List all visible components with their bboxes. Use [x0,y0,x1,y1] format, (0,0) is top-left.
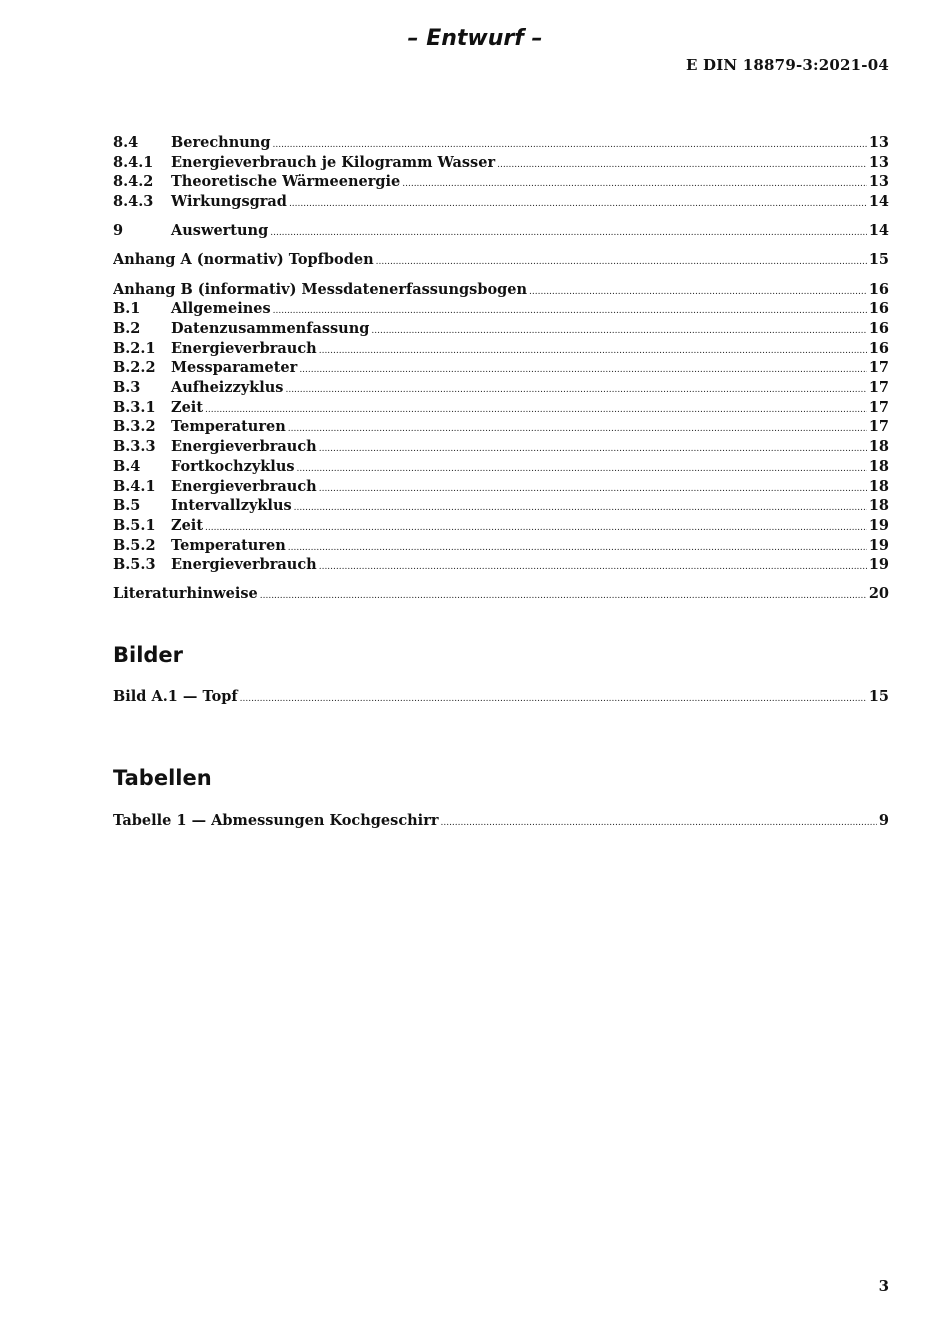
toc-entry[interactable] [113,811,889,831]
toc-entry-page: 18 [868,438,889,456]
toc-entry-page: 17 [868,359,889,377]
toc-entry-title: Zeit [171,398,204,416]
toc-entry-number: B.5.1 [113,516,156,534]
toc-entry-title: Energieverbrauch je Kilogramm Wasser [171,153,496,171]
toc-entry-page: 17 [868,379,889,397]
toc-entry-page: 18 [868,457,889,475]
dot-leader [319,440,867,457]
toc-entry[interactable] [113,516,889,536]
toc-entry[interactable] [113,437,889,457]
tables-heading: Tabellen [113,766,212,790]
tables-list [113,811,889,831]
toc-entry-title: Temperaturen [171,536,286,554]
toc-entry-title: Anhang B (informativ) Messdatenerfassungsbogen [113,280,528,298]
toc-entry-number: 8.4 [113,134,139,151]
toc-entry[interactable] [113,417,889,437]
dot-leader [272,136,866,153]
dot-leader [402,175,867,192]
toc-entry-title: Datenzusammenfassung [171,320,370,337]
toc-entry-title: Zeit [171,516,204,534]
toc-entry-page: 16 [868,300,889,318]
draft-label: – Entwurf – [407,26,543,51]
toc-entry-title: Aufheizzyklus [171,379,284,397]
dot-leader [319,480,867,497]
toc-entry-number: B.2.1 [113,339,156,357]
toc-entry-title: Fortkochzyklus [171,457,295,475]
toc-entry-page: 17 [868,398,889,416]
toc-entry[interactable] [113,133,889,153]
toc-entry-title: Anhang A (normativ) Topfboden [113,251,374,269]
dot-leader [205,401,867,418]
toc-group [113,280,889,575]
table-of-contents [113,133,889,604]
toc-group [113,221,889,241]
page-number: 3 [878,1277,889,1295]
dot-leader [529,283,867,300]
document-id: E DIN 18879-3:2021-04 [685,56,889,74]
toc-entry-page: 19 [868,556,889,574]
toc-entry[interactable] [113,555,889,575]
dot-leader [285,381,866,398]
dot-leader [289,195,867,212]
figures-list [113,687,889,707]
dot-leader [319,342,867,359]
toc-entry[interactable] [113,358,889,378]
toc-entry-number: B.5.2 [113,536,156,554]
toc-entry-page: 14 [868,193,889,211]
toc-entry-number: B.2 [113,320,141,337]
toc-entry-number: 9 [113,222,124,240]
figures-heading: Bilder [113,643,184,667]
dot-leader [440,814,876,831]
toc-entry[interactable] [113,172,889,192]
toc-entry-title: Intervallzyklus [171,497,292,515]
toc-entry-page: 13 [868,153,889,171]
toc-entry-page: 16 [868,339,889,357]
toc-group [113,250,889,270]
toc-entry[interactable] [113,319,889,339]
dot-leader [371,322,866,339]
dot-leader [205,519,867,536]
dot-leader [376,253,867,270]
toc-entry[interactable] [113,477,889,497]
toc-entry-page: 15 [868,688,889,705]
toc-entry[interactable] [113,457,889,477]
toc-entry[interactable] [113,339,889,359]
toc-entry-number: 8.4.3 [113,193,154,211]
toc-entry[interactable] [113,221,889,241]
dot-leader [319,558,867,575]
toc-entry-page: 16 [868,320,889,337]
toc-entry-title: Allgemeines [171,300,271,318]
toc-group [113,133,889,212]
dot-leader [288,420,867,437]
dot-leader [270,224,867,241]
toc-entry-page: 14 [868,222,889,240]
toc-group [113,584,889,604]
dot-leader [240,690,867,707]
toc-entry-number: B.5.3 [113,556,156,574]
toc-entry-title: Tabelle 1 — Abmessungen Kochgeschirr [113,812,439,829]
dot-leader [260,587,867,604]
toc-entry-title: Auswertung [171,222,269,240]
toc-entry-page: 13 [868,173,889,191]
toc-entry[interactable] [113,280,889,300]
toc-entry[interactable] [113,250,889,270]
toc-entry-page: 19 [868,536,889,554]
dot-leader [497,156,867,173]
toc-entry[interactable] [113,536,889,556]
toc-entry[interactable] [113,584,889,604]
toc-entry[interactable] [113,299,889,319]
toc-entry-page: 18 [868,477,889,495]
dot-leader [294,499,867,516]
toc-entry-number: B.2.2 [113,359,156,377]
toc-entry-title: Literaturhinweise [113,585,258,603]
dot-leader [299,361,867,378]
toc-entry-title: Energieverbrauch [171,556,317,574]
toc-entry[interactable] [113,153,889,173]
toc-entry-number: B.5 [113,497,141,515]
dot-leader [297,460,867,477]
toc-entry[interactable] [113,378,889,398]
toc-entry-title: Energieverbrauch [171,477,317,495]
toc-entry-title: Energieverbrauch [171,438,317,456]
toc-entry-page: 15 [868,251,889,269]
toc-entry[interactable] [113,398,889,418]
toc-entry-number: B.1 [113,300,141,318]
toc-entry-page: 18 [868,497,889,515]
toc-entry-page: 19 [868,516,889,534]
toc-entry-number: 8.4.1 [113,153,154,171]
toc-entry-number: 8.4.2 [113,173,154,191]
toc-entry-page: 16 [868,280,889,298]
toc-entry-page: 17 [868,418,889,436]
toc-entry-title: Temperaturen [171,418,286,436]
toc-entry-title: Bild A.1 — Topf [113,688,238,705]
toc-entry-title: Energieverbrauch [171,339,317,357]
toc-entry[interactable] [113,496,889,516]
toc-entry[interactable] [113,687,889,707]
toc-entry-page: 20 [868,585,889,603]
toc-entry-title: Berechnung [171,134,271,151]
toc-entry-page: 13 [868,134,889,151]
toc-entry-number: B.3.3 [113,438,156,456]
dot-leader [288,539,867,556]
toc-entry-number: B.3.1 [113,398,156,416]
toc-entry[interactable] [113,192,889,212]
toc-entry-number: B.3.2 [113,418,156,436]
toc-entry-number: B.3 [113,379,141,397]
toc-entry-number: B.4 [113,457,141,475]
toc-entry-number: B.4.1 [113,477,156,495]
toc-entry-title: Messparameter [171,359,298,377]
toc-entry-title: Wirkungsgrad [171,193,287,211]
dot-leader [273,302,867,319]
toc-entry-page: 9 [878,812,889,829]
toc-entry-title: Theoretische Wärmeenergie [171,173,401,191]
